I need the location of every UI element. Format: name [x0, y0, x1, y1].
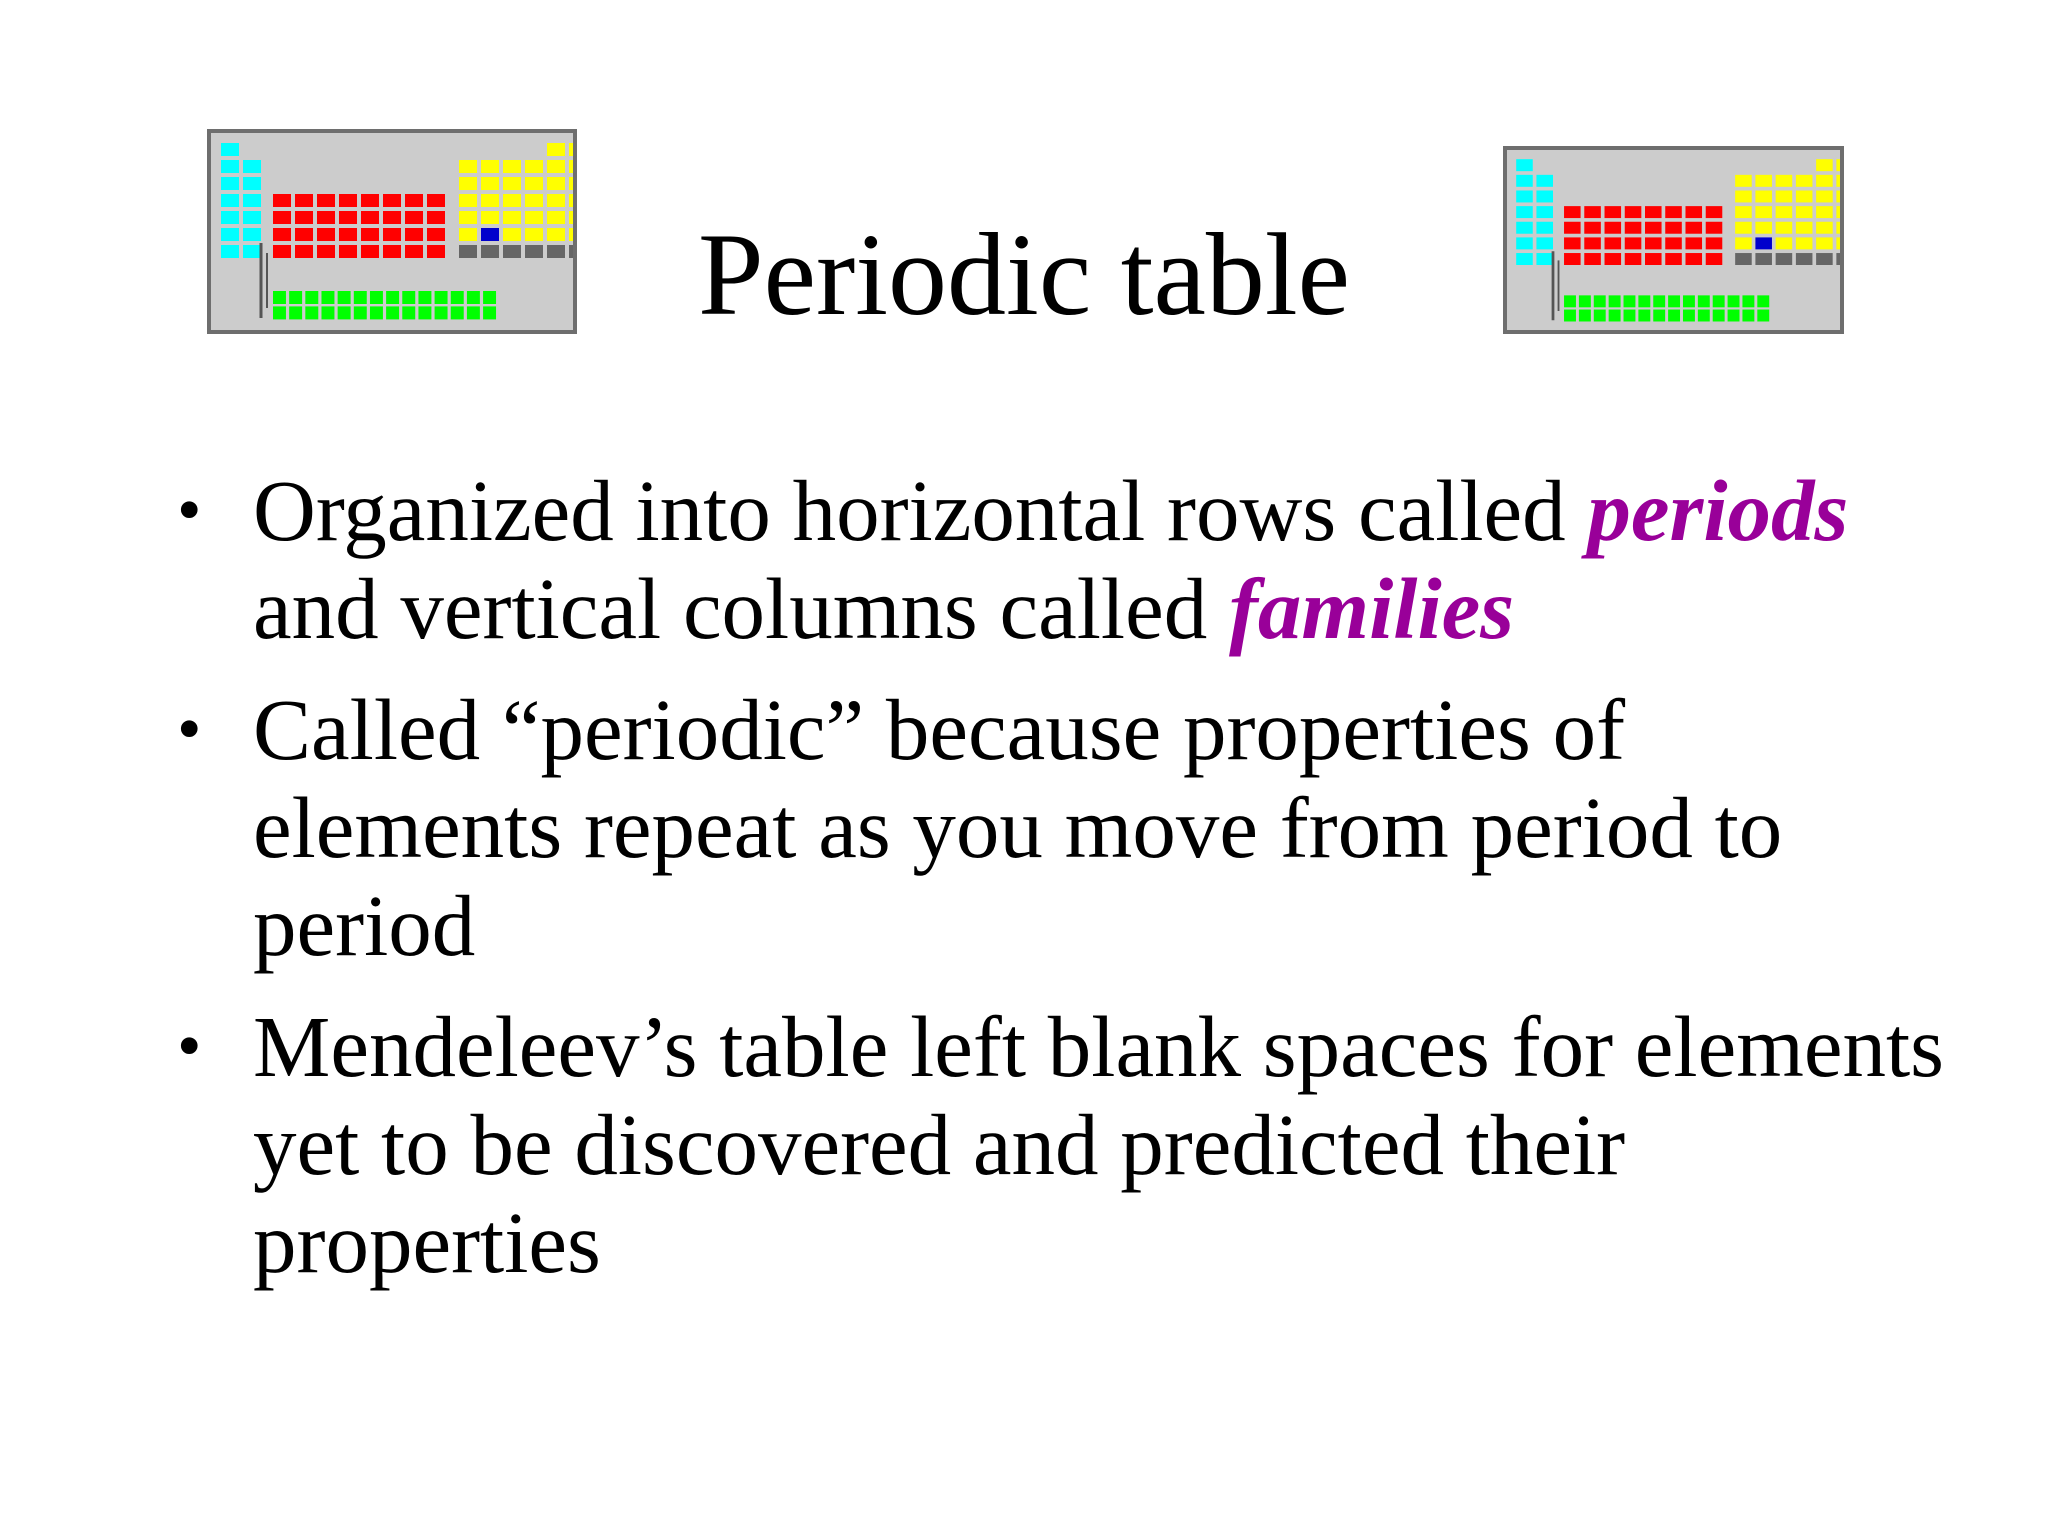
p-block-cell — [459, 177, 477, 190]
d-block-cell — [1685, 253, 1702, 265]
d-block-cell — [1625, 222, 1642, 234]
p-block-cell — [1796, 222, 1813, 234]
bullet-text: Organized into horizontal rows called — [253, 462, 1588, 559]
d-block-cell — [427, 245, 445, 258]
f-block-cell — [1742, 295, 1754, 307]
p-block-cell — [1816, 222, 1833, 234]
d-block-cell — [1584, 206, 1601, 218]
s-block-cell — [1516, 237, 1533, 249]
d-block-cell — [1665, 206, 1682, 218]
d-block-cell — [1645, 237, 1662, 249]
periodic-table-graphic — [1507, 150, 1840, 330]
p-block-cell — [547, 228, 565, 241]
s-block-cell — [221, 245, 239, 258]
p-block-cell — [1796, 206, 1813, 218]
metalloid-marker — [481, 228, 499, 241]
term-families: families — [1228, 560, 1515, 657]
d-block-cell — [405, 245, 423, 258]
p-block-cell — [1776, 190, 1793, 202]
p-block-cell — [1755, 190, 1772, 202]
p-block-cell — [547, 194, 565, 207]
f-block-cell — [321, 291, 334, 304]
f-block-cell — [289, 291, 302, 304]
p-block-cell — [481, 211, 499, 224]
d-block-cell — [427, 211, 445, 224]
d-block-cell — [1706, 237, 1723, 249]
slide-title: Periodic table — [697, 209, 1351, 340]
d-block-cell — [1584, 237, 1601, 249]
d-block-cell — [273, 228, 291, 241]
p-block-cell — [1816, 159, 1833, 171]
s-block-cell — [243, 194, 261, 207]
d-block-cell — [273, 211, 291, 224]
p-block-cell — [1776, 237, 1793, 249]
p-block-cell — [547, 177, 565, 190]
f-block-cell — [435, 306, 448, 319]
bullet-item — [175, 462, 1955, 658]
d-block-cell — [1685, 206, 1702, 218]
bullet-icon: • — [177, 1008, 202, 1085]
d-block-cell — [383, 245, 401, 258]
p-block-cell — [459, 211, 477, 224]
d-block-cell — [1645, 222, 1662, 234]
p-block-cell — [1755, 175, 1772, 187]
s-block-cell — [1536, 222, 1553, 234]
f-block-cell — [1668, 295, 1680, 307]
d-block-cell — [273, 245, 291, 258]
p-block-cell — [525, 228, 543, 241]
bullet-item — [175, 998, 1955, 1292]
p-block-cell — [1735, 190, 1752, 202]
gray-row-cell — [1836, 253, 1840, 265]
p-block-cell — [1816, 237, 1833, 249]
gray-row-cell — [1816, 253, 1833, 265]
d-block-cell — [1645, 253, 1662, 265]
s-block-cell — [1516, 253, 1533, 265]
p-block-cell — [1796, 175, 1813, 187]
p-block-cell — [459, 228, 477, 241]
s-block-cell — [1516, 222, 1533, 234]
d-block-cell — [405, 194, 423, 207]
gray-row-cell — [547, 245, 565, 258]
d-block-cell — [1605, 237, 1622, 249]
gray-row-cell — [481, 245, 499, 258]
f-block-cell — [1564, 310, 1576, 322]
f-block-cell — [370, 291, 383, 304]
bullet-icon: • — [177, 472, 202, 549]
d-block-cell — [1564, 206, 1581, 218]
s-block-cell — [1536, 237, 1553, 249]
p-block-cell — [481, 177, 499, 190]
f-block-cell — [1757, 310, 1769, 322]
bullet-list — [175, 462, 1955, 1315]
f-block-cell — [1668, 310, 1680, 322]
s-block-cell — [1516, 190, 1533, 202]
f-block-cell — [1609, 295, 1621, 307]
f-block-cell — [1594, 295, 1606, 307]
d-block-cell — [361, 228, 379, 241]
s-block-cell — [243, 177, 261, 190]
d-block-cell — [317, 211, 335, 224]
d-block-cell — [295, 228, 313, 241]
p-block-cell — [569, 160, 573, 173]
s-block-cell — [221, 177, 239, 190]
gray-row-cell — [1796, 253, 1813, 265]
d-block-cell — [339, 194, 357, 207]
p-block-cell — [525, 194, 543, 207]
d-block-cell — [317, 245, 335, 258]
p-block-cell — [569, 177, 573, 190]
d-block-cell — [295, 194, 313, 207]
f-block-cell — [305, 306, 318, 319]
f-block-cell — [1594, 310, 1606, 322]
f-block-cell — [386, 291, 399, 304]
s-block-cell — [221, 228, 239, 241]
p-block-cell — [1816, 190, 1833, 202]
term-periods: periods — [1587, 462, 1849, 559]
s-block-cell — [1536, 206, 1553, 218]
d-block-cell — [405, 228, 423, 241]
f-block-cell — [467, 291, 480, 304]
d-block-cell — [273, 194, 291, 207]
p-block-cell — [1735, 222, 1752, 234]
d-block-cell — [295, 211, 313, 224]
d-block-cell — [317, 228, 335, 241]
periodic-table-icon — [1503, 146, 1844, 334]
p-block-cell — [1836, 190, 1840, 202]
d-block-cell — [1564, 253, 1581, 265]
s-block-cell — [1516, 159, 1533, 171]
p-block-cell — [525, 211, 543, 224]
p-block-cell — [1836, 222, 1840, 234]
p-block-cell — [459, 194, 477, 207]
periodic-table-graphic — [211, 133, 573, 330]
s-block-cell — [1536, 190, 1553, 202]
p-block-cell — [525, 177, 543, 190]
p-block-cell — [1836, 237, 1840, 249]
f-block-cell — [1742, 310, 1754, 322]
d-block-cell — [427, 228, 445, 241]
p-block-cell — [481, 160, 499, 173]
d-block-cell — [1685, 237, 1702, 249]
f-block-cell — [354, 291, 367, 304]
p-block-cell — [569, 228, 573, 241]
d-block-cell — [1685, 222, 1702, 234]
d-block-cell — [383, 228, 401, 241]
f-block-cell — [1757, 295, 1769, 307]
d-block-cell — [405, 211, 423, 224]
p-block-cell — [547, 143, 565, 156]
f-block-cell — [418, 291, 431, 304]
d-block-cell — [317, 194, 335, 207]
f-block-cell — [1683, 295, 1695, 307]
d-block-cell — [1625, 253, 1642, 265]
d-block-cell — [339, 211, 357, 224]
p-block-cell — [1836, 175, 1840, 187]
s-block-cell — [243, 211, 261, 224]
p-block-cell — [503, 211, 521, 224]
f-block-cell — [435, 291, 448, 304]
f-block-cell — [338, 291, 351, 304]
bullet-text: Mendeleev’s table left blank spaces for elements yet to be discovered and predicted their properties — [253, 998, 1945, 1291]
f-block-cell — [1638, 295, 1650, 307]
p-block-cell — [1735, 206, 1752, 218]
p-block-cell — [569, 194, 573, 207]
gray-row-cell — [459, 245, 477, 258]
p-block-cell — [525, 160, 543, 173]
f-block-cell — [451, 306, 464, 319]
d-block-cell — [339, 228, 357, 241]
f-block-cell — [402, 306, 415, 319]
d-block-cell — [1605, 222, 1622, 234]
f-block-cell — [1579, 295, 1591, 307]
s-block-cell — [1516, 206, 1533, 218]
s-block-cell — [1536, 175, 1553, 187]
p-block-cell — [569, 143, 573, 156]
d-block-cell — [1564, 222, 1581, 234]
d-block-cell — [1605, 206, 1622, 218]
f-block-cell — [305, 291, 318, 304]
gray-row-cell — [1755, 253, 1772, 265]
f-block-cell — [483, 291, 496, 304]
f-block-cell — [1653, 295, 1665, 307]
p-block-cell — [459, 160, 477, 173]
p-block-cell — [503, 177, 521, 190]
p-block-cell — [547, 211, 565, 224]
d-block-cell — [1625, 237, 1642, 249]
f-block-cell — [483, 306, 496, 319]
d-block-cell — [1706, 253, 1723, 265]
d-block-cell — [383, 211, 401, 224]
p-block-cell — [1796, 237, 1813, 249]
p-block-cell — [503, 160, 521, 173]
p-block-cell — [1735, 237, 1752, 249]
f-block-cell — [1624, 310, 1636, 322]
f-block-cell — [1638, 310, 1650, 322]
s-block-cell — [1516, 175, 1533, 187]
f-block-cell — [1653, 310, 1665, 322]
f-block-cell — [1728, 310, 1740, 322]
p-block-cell — [1796, 190, 1813, 202]
p-block-cell — [1776, 206, 1793, 218]
f-block-cell — [1728, 295, 1740, 307]
f-block-cell — [273, 291, 286, 304]
s-block-cell — [243, 228, 261, 241]
s-block-cell — [221, 143, 239, 156]
p-block-cell — [1776, 222, 1793, 234]
s-block-cell — [221, 194, 239, 207]
f-block-cell — [1698, 295, 1710, 307]
d-block-cell — [1706, 222, 1723, 234]
p-block-cell — [569, 211, 573, 224]
bullet-text: Called “periodic” because properties of elements repeat as you move from period to period — [253, 681, 1783, 974]
p-block-cell — [1836, 159, 1840, 171]
f-block-cell — [1609, 310, 1621, 322]
s-block-cell — [221, 160, 239, 173]
f-block-cell — [402, 291, 415, 304]
f-block-cell — [1683, 310, 1695, 322]
f-block-cell — [1624, 295, 1636, 307]
f-block-cell — [1579, 310, 1591, 322]
f-block-cell — [1713, 310, 1725, 322]
p-block-cell — [1755, 206, 1772, 218]
d-block-cell — [1665, 237, 1682, 249]
periodic-table-icon — [207, 129, 577, 334]
s-block-cell — [243, 245, 261, 258]
p-block-cell — [1776, 175, 1793, 187]
d-block-cell — [427, 194, 445, 207]
d-block-cell — [361, 194, 379, 207]
d-block-cell — [339, 245, 357, 258]
f-block-cell — [1564, 295, 1576, 307]
gray-row-cell — [503, 245, 521, 258]
p-block-cell — [481, 194, 499, 207]
f-block-cell — [289, 306, 302, 319]
s-block-cell — [221, 211, 239, 224]
bullet-item — [175, 681, 1955, 975]
s-block-cell — [243, 160, 261, 173]
f-block-cell — [386, 306, 399, 319]
d-block-cell — [1584, 253, 1601, 265]
d-block-cell — [1665, 222, 1682, 234]
d-block-cell — [361, 245, 379, 258]
d-block-cell — [1645, 206, 1662, 218]
f-block-cell — [467, 306, 480, 319]
f-block-cell — [370, 306, 383, 319]
d-block-cell — [1706, 206, 1723, 218]
bullet-text: and vertical columns called — [253, 560, 1229, 657]
f-block-cell — [354, 306, 367, 319]
f-block-cell — [451, 291, 464, 304]
p-block-cell — [503, 228, 521, 241]
f-block-cell — [418, 306, 431, 319]
p-block-cell — [1816, 206, 1833, 218]
d-block-cell — [295, 245, 313, 258]
d-block-cell — [383, 194, 401, 207]
d-block-cell — [1564, 237, 1581, 249]
d-block-cell — [1584, 222, 1601, 234]
p-block-cell — [1755, 222, 1772, 234]
p-block-cell — [1816, 175, 1833, 187]
d-block-cell — [1665, 253, 1682, 265]
gray-row-cell — [1776, 253, 1793, 265]
gray-row-cell — [525, 245, 543, 258]
d-block-cell — [361, 211, 379, 224]
p-block-cell — [1836, 206, 1840, 218]
f-block-cell — [1713, 295, 1725, 307]
f-block-cell — [321, 306, 334, 319]
f-block-cell — [1698, 310, 1710, 322]
d-block-cell — [1625, 206, 1642, 218]
p-block-cell — [1735, 175, 1752, 187]
f-block-cell — [338, 306, 351, 319]
p-block-cell — [503, 194, 521, 207]
gray-row-cell — [569, 245, 573, 258]
p-block-cell — [547, 160, 565, 173]
metalloid-marker — [1755, 237, 1772, 249]
f-block-cell — [273, 306, 286, 319]
bullet-icon: • — [177, 691, 202, 768]
gray-row-cell — [1735, 253, 1752, 265]
d-block-cell — [1605, 253, 1622, 265]
s-block-cell — [1536, 253, 1553, 265]
